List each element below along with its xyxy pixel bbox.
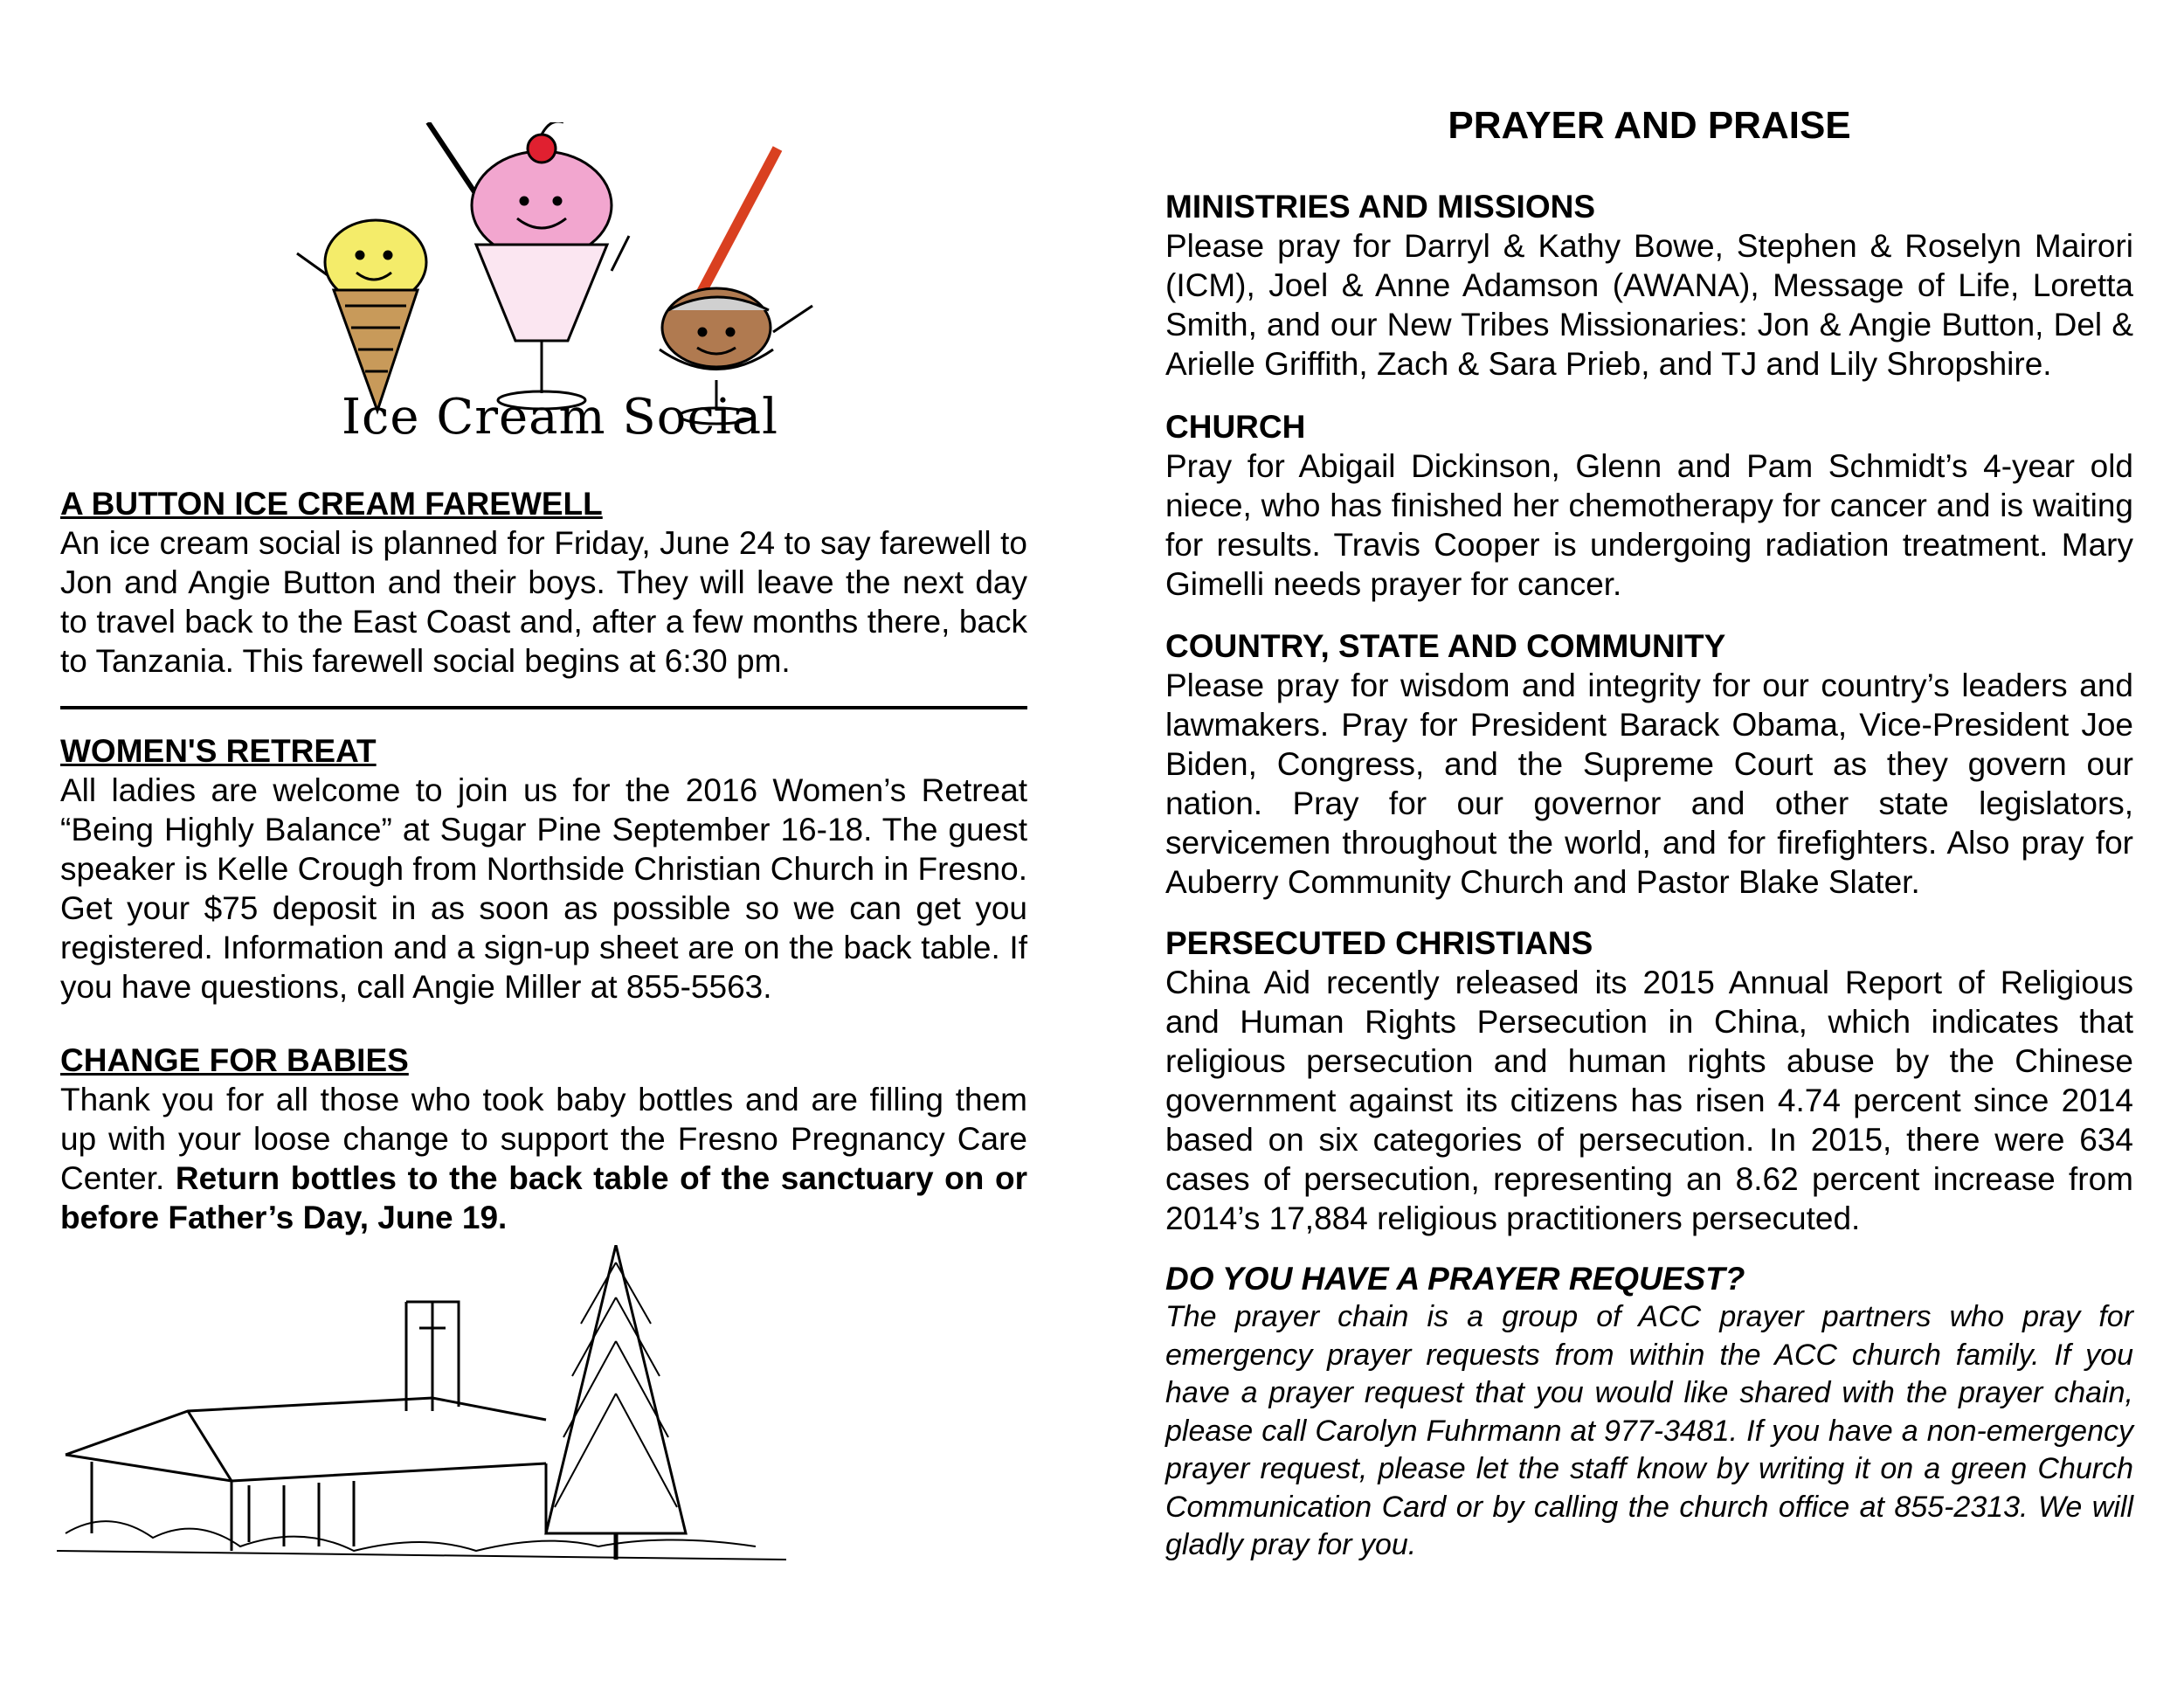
- pine-tree-icon: [546, 1245, 686, 1560]
- country-heading: COUNTRY, STATE AND COMMUNITY: [1165, 628, 1726, 664]
- retreat-section: [60, 732, 1027, 1007]
- country-body: Please pray for wisdom and integrity for our country’s leaders and lawmakers. Pray for President Barack Obama, Vice-President Joe Biden, Congress, and the Supreme Court as they govern our nation. Pray for our governor and other state legislators, servicemen throughout the world, and for firefighters. Also pray for Auberry Community Church and Pastor Blake Slater.: [1165, 668, 2133, 900]
- church-section: [1165, 408, 2133, 604]
- ministries-section: [1165, 188, 2133, 384]
- ice-cream-dish-icon: [660, 149, 812, 424]
- prayer-request-body: The prayer chain is a group of ACC prayer partners who pray for emergency prayer requests from within the ACC church family. If you have a prayer request that you would like shared with the prayer chain, please call Carolyn Fuhrmann at 977-3481. If you have a non-emergency prayer request, please let the staff know by writing it on a green Church Communication Card or by calling the church office at 855-2313. We will gladly pray for you.: [1165, 1300, 2133, 1561]
- ministries-body: Please pray for Darryl & Kathy Bowe, Stephen & Roselyn Mairori (ICM), Joel & Anne Adamson (AWANA), Message of Life, Loretta Smith, and our New Tribes Missionaries: Jon & Angie Button, Del & Arielle Griffith, Zach & Sara Prieb, and TJ and Lily Shropshire.: [1165, 228, 2133, 382]
- ice-cream-social-logo-text: Ice Cream Social: [341, 389, 779, 446]
- church-building-illustration: [57, 1245, 786, 1568]
- babies-body-bold: Return bottles to the back table of the sanctuary on or before Father’s Day, June 19.: [60, 1160, 1027, 1235]
- prayer-and-praise-title: PRAYER AND PRAISE: [1448, 104, 1851, 147]
- farewell-heading: A BUTTON ICE CREAM FAREWELL: [60, 486, 603, 522]
- babies-heading: CHANGE FOR BABIES: [60, 1042, 409, 1078]
- church-heading: CHURCH: [1165, 409, 1306, 445]
- prayer-request-heading: DO YOU HAVE A PRAYER REQUEST?: [1165, 1261, 1745, 1297]
- retreat-body: All ladies are welcome to join us for the 2016 Women’s Retreat “Being Highly Balance” at Sugar Pine September 16-18. The guest speaker is Kelle Crough from Northside Christian Church in Fresno. Get your $75 deposit in as soon as possible so we can get you registered. Information and a sign-up sheet are on the back table. If you have questions, call Angie Miller at 855-5563.: [60, 772, 1027, 1005]
- sundae-glass-icon: [428, 122, 629, 409]
- babies-body: [60, 1080, 1027, 1237]
- retreat-heading: WOMEN'S RETREAT: [60, 733, 377, 769]
- persecuted-section: [1165, 924, 2133, 1238]
- church-body: Pray for Abigail Dickinson, Glenn and Pam Schmidt’s 4-year old niece, who has finished her chemotherapy for cancer and is waiting for results. Travis Cooper is undergoing radiation treatment. Mary Gimelli needs prayer for cancer.: [1165, 448, 2133, 602]
- farewell-body: An ice cream social is planned for Friday, June 24 to say farewell to Jon and Angie Button and their boys. They will leave the next day to travel back to the East Coast and, after a few months there, back to Tanzania. This farewell social begins at 6:30 pm.: [60, 525, 1027, 679]
- left-column: [60, 485, 1027, 681]
- prayer-request-section: [1165, 1260, 2133, 1565]
- ministries-heading: MINISTRIES AND MISSIONS: [1165, 189, 1596, 225]
- babies-section: [60, 1041, 1027, 1237]
- ice-cream-cone-icon: [297, 220, 426, 411]
- section-divider: [60, 706, 1027, 709]
- persecuted-body: China Aid recently released its 2015 Annual Report of Religious and Human Rights Persecution in China, which indicates that religious persecution and human rights abuse by the Chinese government against its citizens has risen 4.74 percent since 2014 based on six categories of persecution. In 2015, there were 634 cases of persecution, representing an 8.62 percent increase from 2014’s 17,884 religious practitioners persecuted.: [1165, 965, 2133, 1236]
- country-section: [1165, 627, 2133, 902]
- babies-body-text: Thank you for all those who took baby bottles and are filling them up with your loose change to support the Fresno Pregnancy Care Center.: [60, 1082, 1027, 1196]
- persecuted-heading: PERSECUTED CHRISTIANS: [1165, 925, 1593, 961]
